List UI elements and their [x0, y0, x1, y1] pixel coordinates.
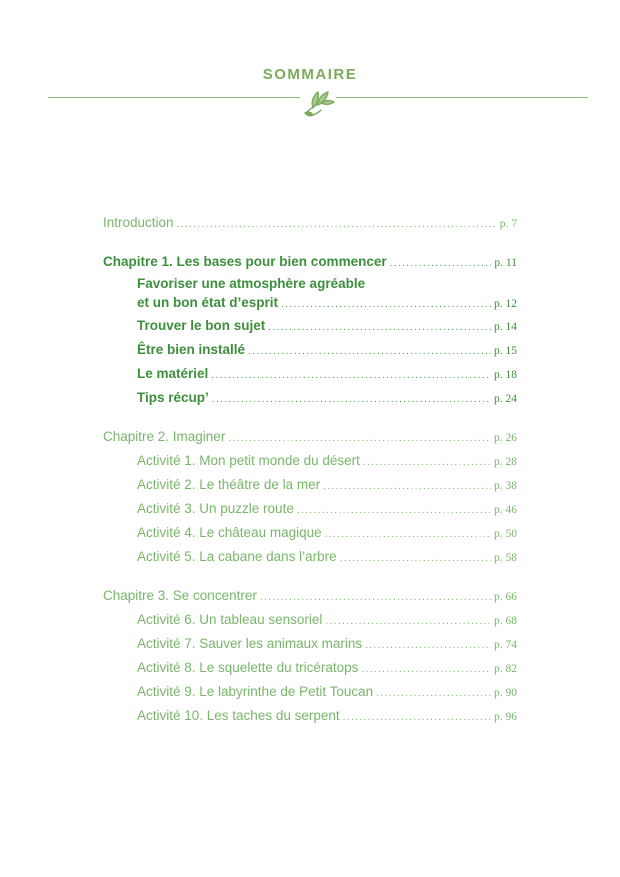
toc-page-number: p. 90 — [494, 687, 517, 699]
dot-leader — [363, 452, 491, 474]
toc-page-number: p. 28 — [494, 456, 517, 468]
toc-page-number: p. 24 — [494, 393, 517, 405]
toc-entry-label: Trouver le bon sujet — [137, 318, 266, 333]
toc-page-number: p. 38 — [494, 480, 517, 492]
dot-leader — [297, 500, 491, 522]
toc-entry-activity-8[interactable] — [103, 657, 517, 681]
toc-entry-label: Chapitre 1. Les bases pour bien commencer — [103, 254, 387, 269]
toc-page-number: p. 74 — [494, 639, 517, 651]
toc-entry-chapter-3[interactable] — [103, 585, 517, 609]
page-title: SOMMAIRE — [262, 66, 358, 83]
toc-entry-label: Introduction — [103, 215, 174, 230]
toc-entry-label: Activité 4. Le château magique — [137, 525, 322, 540]
toc-entry-activity-1[interactable] — [103, 450, 517, 474]
toc-entry-activity-9[interactable] — [103, 681, 517, 705]
toc-page-number: p. 15 — [494, 345, 517, 357]
dot-leader — [390, 253, 492, 275]
toc-entry-atmosphere[interactable] — [103, 293, 517, 315]
toc-entry-introduction[interactable] — [103, 212, 517, 236]
toc-page-number: p. 12 — [494, 298, 517, 310]
toc-page-number: p. 50 — [494, 528, 517, 540]
dot-leader — [361, 659, 491, 681]
dot-leader — [211, 365, 491, 387]
toc-entry-activity-2[interactable] — [103, 474, 517, 498]
toc-page-number: p. 58 — [494, 552, 517, 564]
toc-entry-bon-sujet[interactable] — [103, 315, 517, 339]
table-of-contents — [103, 212, 517, 729]
toc-entry-label: Être bien installé — [137, 342, 246, 357]
dot-leader — [365, 635, 491, 657]
dot-leader — [376, 683, 491, 705]
dot-leader — [281, 295, 491, 315]
dot-leader — [177, 214, 497, 236]
toc-entry-label: Activité 10. Les taches du serpent — [137, 708, 340, 723]
toc-page-number: p. 82 — [494, 663, 517, 675]
toc-page-number: p. 18 — [494, 369, 517, 381]
toc-entry-label-line1[interactable]: Favoriser une atmosphère agréable — [137, 276, 366, 291]
dot-leader — [340, 548, 491, 570]
toc-entry-chapter-1[interactable] — [103, 251, 517, 275]
toc-page-number: p. 66 — [494, 591, 517, 603]
toc-page-number: p. 14 — [494, 321, 517, 333]
toc-entry-activity-3[interactable] — [103, 498, 517, 522]
dot-leader — [268, 317, 491, 339]
toc-entry-label: Activité 6. Un tableau sensoriel — [137, 612, 323, 627]
toc-entry-tips-recup[interactable] — [103, 387, 517, 411]
toc-page-number: p. 26 — [494, 432, 517, 444]
toc-page-number: p. 68 — [494, 615, 517, 627]
toc-entry-label: Activité 1. Mon petit monde du désert — [137, 453, 360, 468]
header-rule-right — [336, 97, 588, 98]
hand-leaves-icon — [299, 82, 339, 122]
toc-page-number: p. 11 — [494, 257, 517, 269]
dot-leader — [323, 476, 491, 498]
toc-entry-label: Activité 5. La cabane dans l’arbre — [137, 549, 337, 564]
toc-entry-label: Le matériel — [137, 366, 209, 381]
dot-leader — [343, 707, 491, 729]
toc-entry-activity-10[interactable] — [103, 705, 517, 729]
toc-entry-label: et un bon état d’esprit — [137, 295, 279, 310]
toc-entry-label: Activité 2. Le théâtre de la mer — [137, 477, 321, 492]
dot-leader — [248, 341, 491, 363]
toc-entry-label: Activité 8. Le squelette du tricératops — [137, 660, 359, 675]
toc-entry-label: Chapitre 2. Imaginer — [103, 429, 226, 444]
toc-entry-materiel[interactable] — [103, 363, 517, 387]
toc-page-number: p. 96 — [494, 711, 517, 723]
toc-entry-activity-7[interactable] — [103, 633, 517, 657]
toc-page-number: p. 46 — [494, 504, 517, 516]
toc-page-number: p. 7 — [499, 218, 517, 230]
toc-entry-activity-6[interactable] — [103, 609, 517, 633]
toc-entry-activity-4[interactable] — [103, 522, 517, 546]
header-rule-left — [48, 97, 300, 98]
toc-entry-label: Activité 3. Un puzzle route — [137, 501, 294, 516]
toc-entry-label: Activité 9. Le labyrinthe de Petit Toucan — [137, 684, 374, 699]
toc-entry-label: Tips récup’ — [137, 390, 209, 405]
dot-leader — [212, 389, 491, 411]
dot-leader — [325, 611, 491, 633]
toc-entry-label: Activité 7. Sauver les animaux marins — [137, 636, 363, 651]
toc-entry-activity-5[interactable] — [103, 546, 517, 570]
toc-entry-label: Chapitre 3. Se concentrer — [103, 588, 257, 603]
toc-entry-chapter-2[interactable] — [103, 426, 517, 450]
dot-leader — [260, 587, 491, 609]
dot-leader — [325, 524, 491, 546]
toc-entry-bien-installe[interactable] — [103, 339, 517, 363]
dot-leader — [228, 428, 491, 450]
